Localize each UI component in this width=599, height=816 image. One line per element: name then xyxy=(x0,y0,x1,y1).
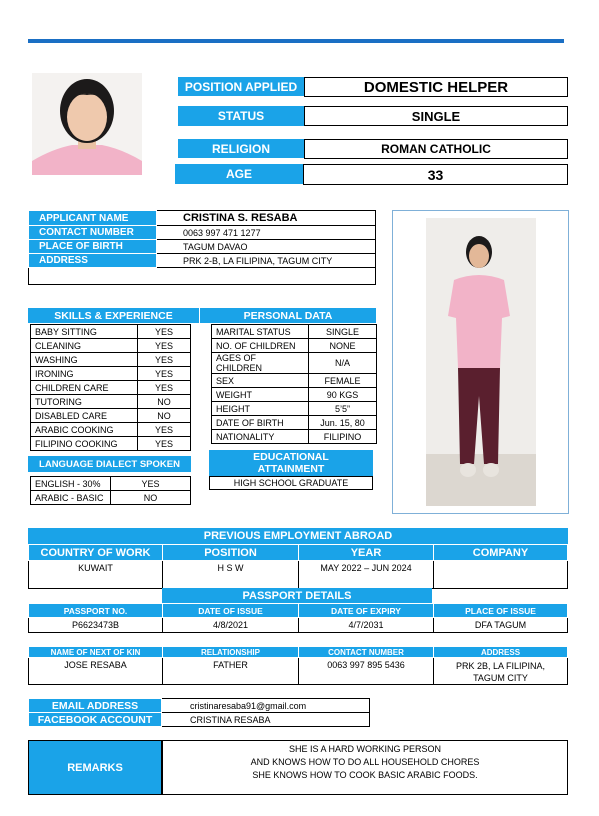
personal-row xyxy=(212,430,377,444)
skill-value: YES xyxy=(138,325,191,339)
employment-company xyxy=(434,561,568,589)
kin-contact: 0063 997 895 5436 xyxy=(299,658,434,685)
col-date-of-issue: DATE OF ISSUE xyxy=(163,604,299,618)
religion-value: ROMAN CATHOLIC xyxy=(304,139,568,159)
personal-label: DATE OF BIRTH xyxy=(212,416,309,430)
applicant-info-table xyxy=(28,210,376,268)
education-title xyxy=(209,450,373,476)
col-year: YEAR xyxy=(299,545,434,561)
contact-number-value: 0063 997 471 1277 xyxy=(157,226,376,240)
personal-row xyxy=(212,402,377,416)
address-label: ADDRESS xyxy=(29,254,157,268)
col-country-of-work: COUNTRY OF WORK xyxy=(29,545,163,561)
address-value: PRK 2-B, LA FILIPINA, TAGUM CITY xyxy=(157,254,376,268)
skill-name: WASHING xyxy=(31,353,138,367)
personal-value: 5’5” xyxy=(309,402,377,416)
age-value: 33 xyxy=(303,164,568,185)
language-name: ARABIC - BASIC xyxy=(31,491,111,505)
skill-name: DISABLED CARE xyxy=(31,409,138,423)
language-row xyxy=(31,477,191,491)
status-label: STATUS xyxy=(178,106,304,126)
skill-row xyxy=(31,437,191,451)
next-of-kin-table xyxy=(28,646,568,685)
skill-name: CHILDREN CARE xyxy=(31,381,138,395)
personal-data-title: PERSONAL DATA xyxy=(199,308,376,323)
personal-value: Jun. 15, 80 xyxy=(309,416,377,430)
full-body-photo xyxy=(392,210,569,514)
position-applied-value: DOMESTIC HELPER xyxy=(304,77,568,97)
personal-label: HEIGHT xyxy=(212,402,309,416)
status-value: SINGLE xyxy=(304,106,568,126)
remarks-text xyxy=(162,740,568,795)
skill-row xyxy=(31,409,191,423)
employment-table xyxy=(28,544,568,589)
skill-row xyxy=(31,395,191,409)
skill-value: YES xyxy=(138,367,191,381)
passport-table xyxy=(28,603,568,633)
passport-issue: 4/8/2021 xyxy=(163,618,299,633)
col-contact-number: CONTACT NUMBER xyxy=(299,647,434,658)
personal-label: NO. OF CHILDREN xyxy=(212,339,309,353)
employment-year: MAY 2022 – JUN 2024 xyxy=(299,561,434,589)
personal-row xyxy=(212,374,377,388)
employment-country: KUWAIT xyxy=(29,561,163,589)
education-title-line1: EDUCATIONAL xyxy=(253,451,329,463)
skill-name: IRONING xyxy=(31,367,138,381)
personal-label: NATIONALITY xyxy=(212,430,309,444)
passport-place: DFA TAGUM xyxy=(434,618,568,633)
col-company: COMPANY xyxy=(434,545,568,561)
personal-row xyxy=(212,388,377,402)
applicant-name-value: CRISTINA S. RESABA xyxy=(157,211,376,226)
facebook-label: FACEBOOK ACCOUNT xyxy=(29,713,162,727)
col-kin-name: NAME OF NEXT OF KIN xyxy=(29,647,163,658)
place-of-birth-label: PLACE OF BIRTH xyxy=(29,240,157,254)
skill-name: CLEANING xyxy=(31,339,138,353)
email-value: cristinaresaba91@gmail.com xyxy=(162,699,370,713)
kin-relationship: FATHER xyxy=(163,658,299,685)
language-table xyxy=(30,476,191,505)
skill-row xyxy=(31,339,191,353)
skill-name: FILIPINO COOKING xyxy=(31,437,138,451)
personal-value: NONE xyxy=(309,339,377,353)
kin-address-line1: PRK 2B, LA FILIPINA, xyxy=(455,661,546,671)
contact-table xyxy=(28,698,370,727)
personal-label: SEX xyxy=(212,374,309,388)
personal-value: SINGLE xyxy=(309,325,377,339)
personal-row xyxy=(212,416,377,430)
skill-value: YES xyxy=(138,339,191,353)
position-applied-label: POSITION APPLIED xyxy=(178,77,304,96)
personal-label: AGES OF CHILDREN xyxy=(212,353,309,374)
personal-data-table xyxy=(211,324,377,444)
age-label: AGE xyxy=(175,164,303,184)
personal-value: 90 KGS xyxy=(309,388,377,402)
col-relationship: RELATIONSHIP xyxy=(163,647,299,658)
language-value: NO xyxy=(111,491,191,505)
employment-position: H S W xyxy=(163,561,299,589)
personal-row xyxy=(212,339,377,353)
passport-no: P6623473B xyxy=(29,618,163,633)
language-row xyxy=(31,491,191,505)
kin-name: JOSE RESABA xyxy=(29,658,163,685)
skill-name: ARABIC COOKING xyxy=(31,423,138,437)
personal-row xyxy=(212,353,377,374)
kin-address xyxy=(434,658,568,685)
applicant-name-label: APPLICANT NAME xyxy=(29,211,157,226)
personal-label: MARITAL STATUS xyxy=(212,325,309,339)
col-date-of-expiry: DATE OF EXPIRY xyxy=(299,604,434,618)
col-passport-no: PASSPORT NO. xyxy=(29,604,163,618)
remarks-label: REMARKS xyxy=(28,740,162,795)
personal-label: WEIGHT xyxy=(212,388,309,402)
skill-row xyxy=(31,367,191,381)
contact-number-label: CONTACT NUMBER xyxy=(29,226,157,240)
passport-expiry: 4/7/2031 xyxy=(299,618,434,633)
skills-title: SKILLS & EXPERIENCE xyxy=(28,308,199,323)
skill-value: YES xyxy=(138,381,191,395)
remarks-line3: SHE KNOWS HOW TO COOK BASIC ARABIC FOODS. xyxy=(252,770,478,780)
headshot-photo xyxy=(32,73,142,175)
skill-value: NO xyxy=(138,409,191,423)
personal-value: FEMALE xyxy=(309,374,377,388)
skill-name: BABY SITTING xyxy=(31,325,138,339)
education-title-line2: ATTAINMENT xyxy=(257,463,325,475)
language-value: YES xyxy=(111,477,191,491)
skill-name: TUTORING xyxy=(31,395,138,409)
skill-value: YES xyxy=(138,437,191,451)
skill-row xyxy=(31,353,191,367)
skill-row xyxy=(31,381,191,395)
col-position: POSITION xyxy=(163,545,299,561)
skill-value: YES xyxy=(138,423,191,437)
skill-row xyxy=(31,423,191,437)
email-label: EMAIL ADDRESS xyxy=(29,699,162,713)
col-kin-address: ADDRESS xyxy=(434,647,568,658)
remarks-line1: SHE IS A HARD WORKING PERSON xyxy=(288,744,442,754)
personal-row xyxy=(212,325,377,339)
personal-value: FILIPINO xyxy=(309,430,377,444)
remarks-line2: AND KNOWS HOW TO DO ALL HOUSEHOLD CHORES xyxy=(250,757,480,767)
passport-title: PASSPORT DETAILS xyxy=(162,588,432,603)
top-accent-bar xyxy=(28,39,564,43)
col-place-of-issue: PLACE OF ISSUE xyxy=(434,604,568,618)
employment-title: PREVIOUS EMPLOYMENT ABROAD xyxy=(28,528,568,544)
skill-row xyxy=(31,325,191,339)
skill-value: YES xyxy=(138,353,191,367)
place-of-birth-value: TAGUM DAVAO xyxy=(157,240,376,254)
personal-value: N/A xyxy=(309,353,377,374)
language-title: LANGUAGE DIALECT SPOKEN xyxy=(28,456,191,472)
facebook-value: CRISTINA RESABA xyxy=(162,713,370,727)
language-name: ENGLISH - 30% xyxy=(31,477,111,491)
education-value: HIGH SCHOOL GRADUATE xyxy=(209,476,373,490)
religion-label: RELIGION xyxy=(178,139,304,158)
skill-value: NO xyxy=(138,395,191,409)
kin-address-line2: TAGUM CITY xyxy=(473,673,528,683)
skills-table xyxy=(30,324,191,451)
